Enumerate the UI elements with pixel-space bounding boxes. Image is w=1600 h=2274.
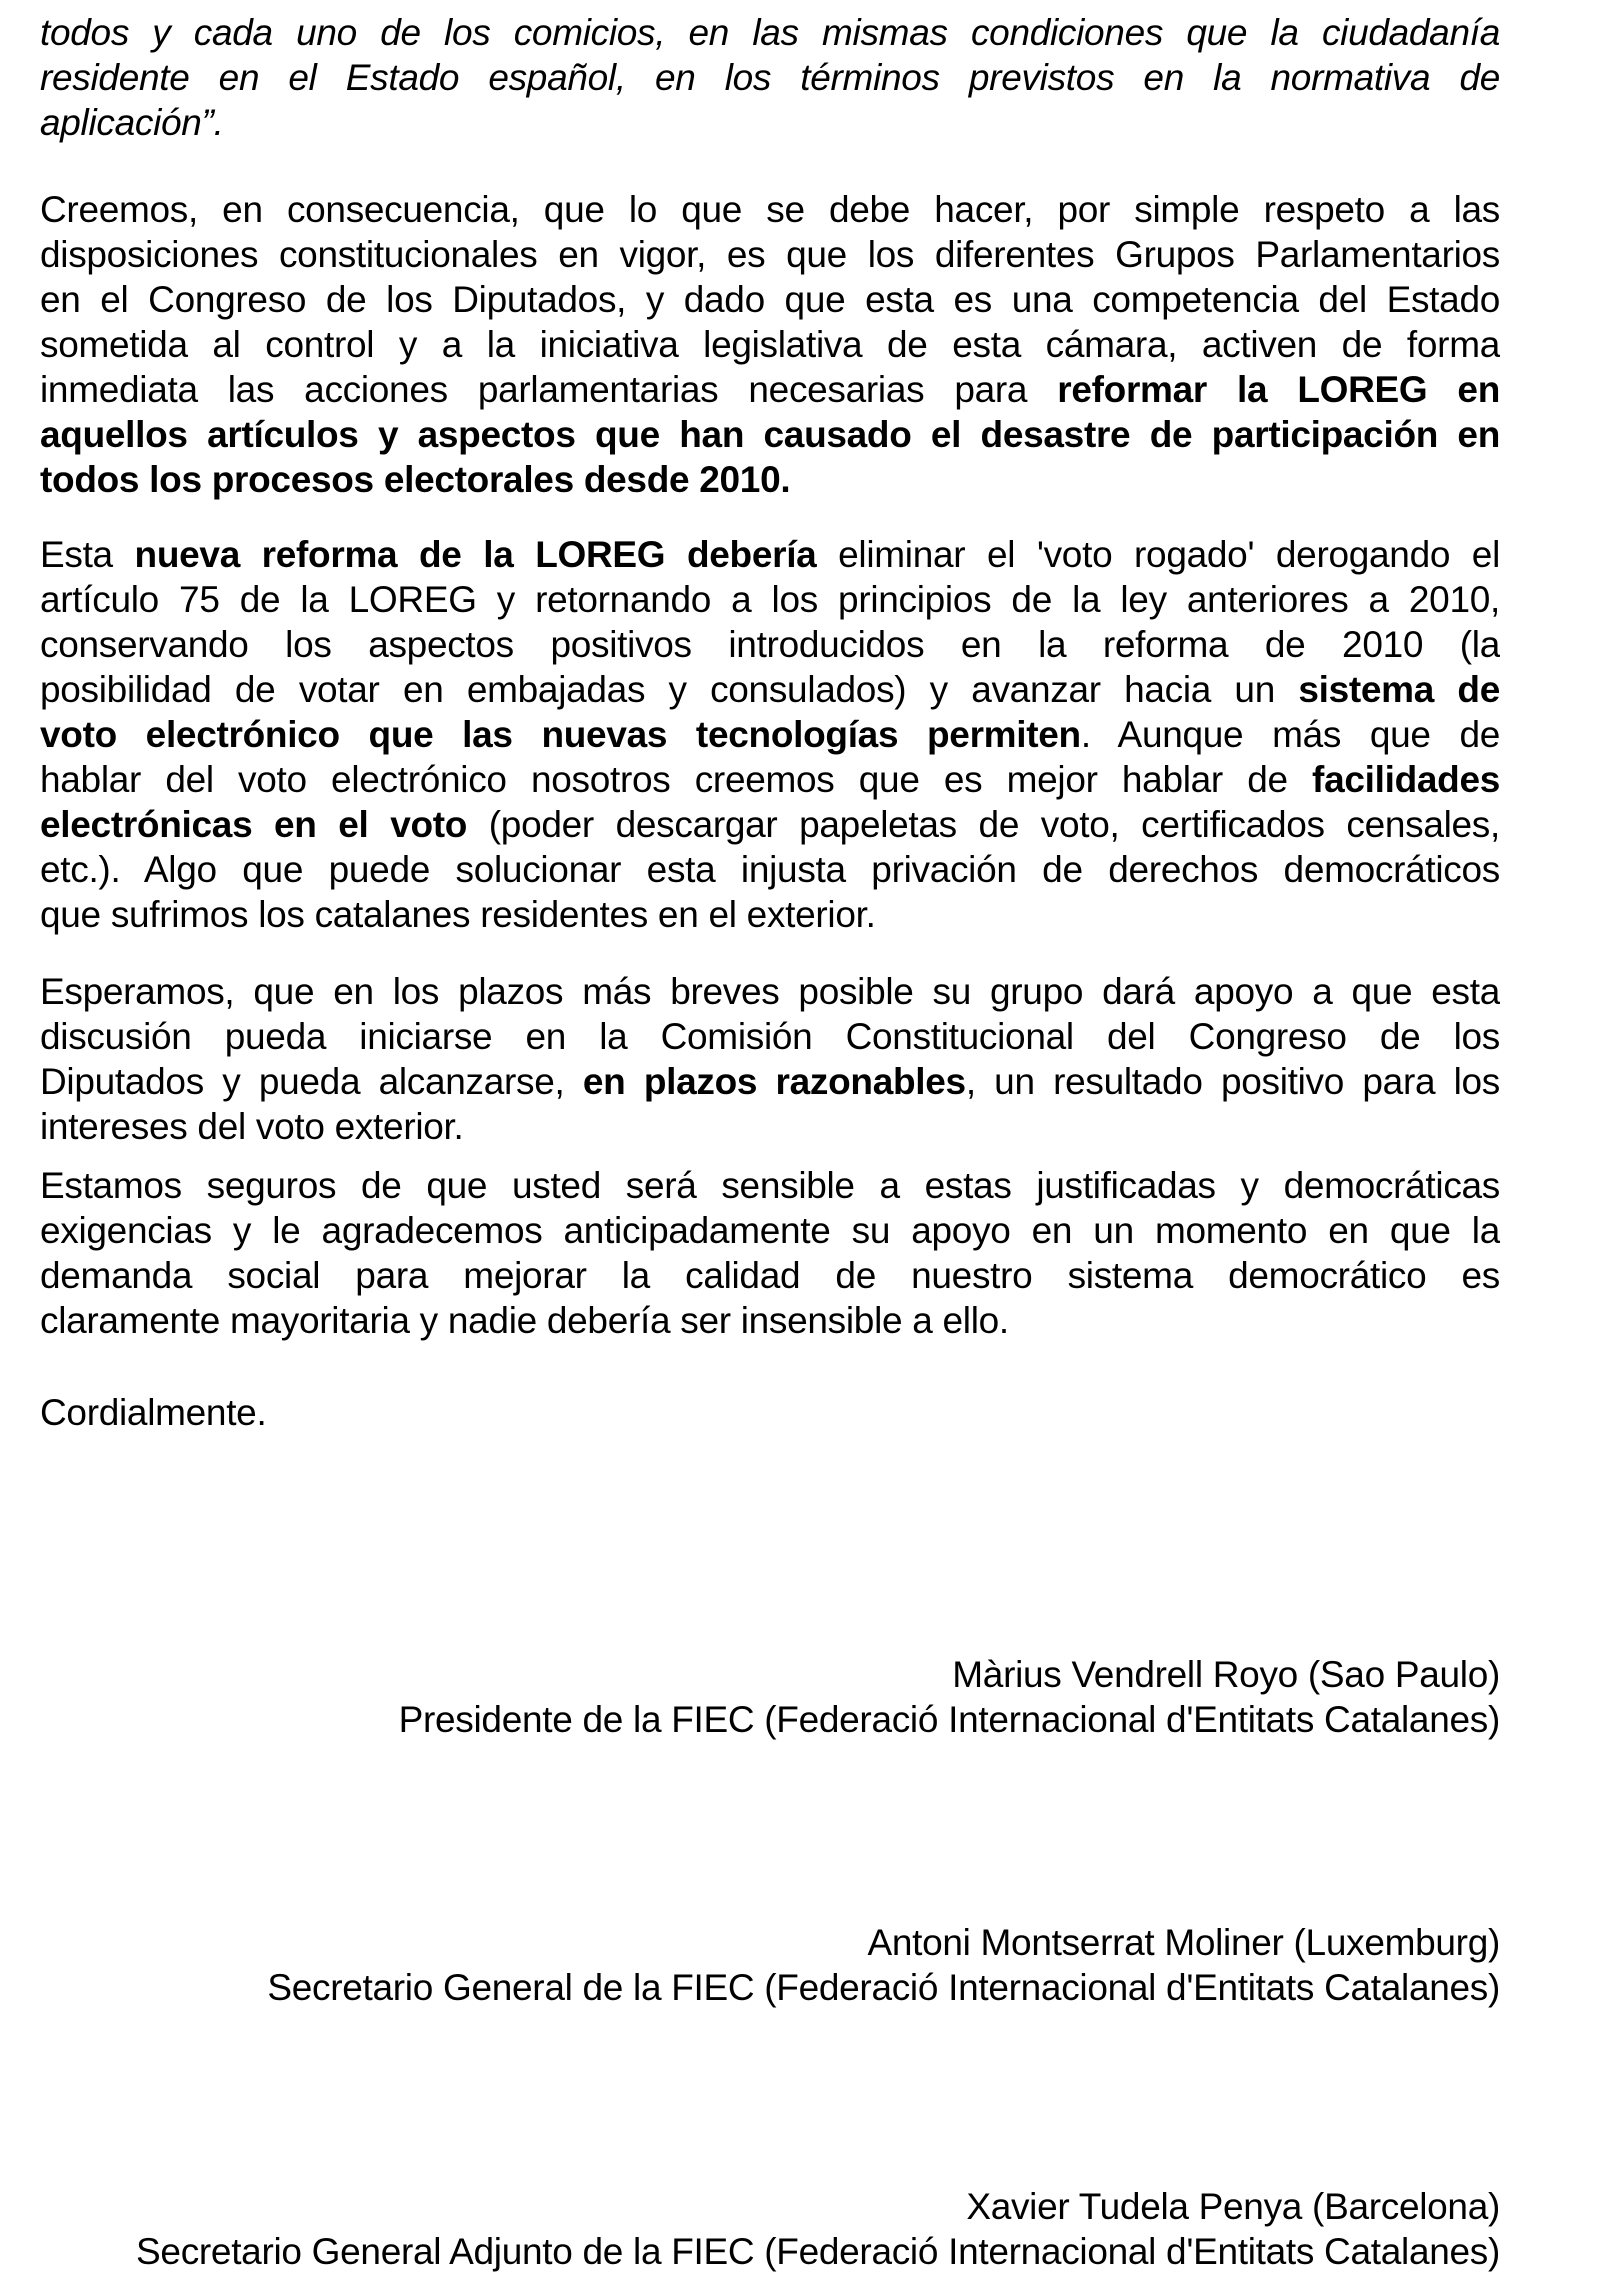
text-line <box>40 412 1500 457</box>
text-segment: Estamos seguros de que usted será sensible a estas justificadas y democráticas <box>40 1165 1500 1206</box>
text-segment: Esperamos, que en los plazos más breves posible su grupo dará apoyo a que esta <box>40 971 1500 1012</box>
text-segment: Diputados y pueda alcanzarse, <box>40 1061 583 1102</box>
bold-text-segment: reformar la LOREG en <box>1057 369 1500 410</box>
text-segment: sometida al control y a la iniciativa legislativa de esta cámara, activen de forma <box>40 324 1500 365</box>
text-line <box>40 1059 1500 1104</box>
bold-text-segment: todos los procesos electorales desde 2010. <box>40 459 791 500</box>
signature-block-1 <box>40 1652 1500 1742</box>
text-line <box>40 712 1500 757</box>
text-segment: discusión pueda iniciarse en la Comisión Constitucional del Congreso de los <box>40 1016 1500 1057</box>
text-segment: exigencias y le agradecemos anticipadamente su apoyo en un momento en que la <box>40 1210 1500 1251</box>
text-line <box>40 969 1500 1014</box>
paragraph-quote <box>40 10 1500 145</box>
letter-body <box>40 10 1500 1343</box>
paragraph-esperamos <box>40 969 1500 1149</box>
bold-text-segment: aquellos artículos y aspectos que han causado el desastre de participación en <box>40 414 1500 455</box>
text-segment: que sufrimos los catalanes residentes en el exterior. <box>40 894 876 935</box>
text-segment: claramente mayoritaria y nadie debería ser insensible a ello. <box>40 1300 1009 1341</box>
text-line <box>40 457 1500 502</box>
text-segment: en el Congreso de los Diputados, y dado que esta es una competencia del Estado <box>40 279 1500 320</box>
text-segment: eliminar el 'voto rogado' derogando el <box>816 534 1500 575</box>
text-line <box>40 232 1500 277</box>
text-segment: intereses del voto exterior. <box>40 1106 464 1147</box>
bold-text-segment: en plazos razonables <box>582 1061 966 1102</box>
text-segment: (poder descargar papeletas de voto, certificados censales, <box>467 804 1500 845</box>
text-line <box>40 367 1500 412</box>
text-line <box>40 1253 1500 1298</box>
text-line <box>40 10 1500 55</box>
text-segment: conservando los aspectos positivos introducidos en la reforma de 2010 (la <box>40 624 1500 665</box>
text-segment: hablar del voto electrónico nosotros creemos que es mejor hablar de <box>40 759 1313 800</box>
text-line <box>40 187 1500 232</box>
text-segment: , un resultado positivo para los <box>965 1061 1500 1102</box>
text-line <box>40 622 1500 667</box>
text-line <box>40 55 1500 100</box>
signatory-name: Antoni Montserrat Moliner (Luxemburg) <box>867 1922 1500 1963</box>
signatory-title: Secretario General Adjunto de la FIEC (Federació Internacional d'Entitats Catalanes) <box>136 2231 1500 2272</box>
text-segment: . Aunque más que de <box>1080 714 1500 755</box>
text-line <box>40 802 1500 847</box>
text-segment: Esta <box>40 534 135 575</box>
paragraph-reforma <box>40 532 1500 937</box>
text-segment: aplicación”. <box>40 102 224 143</box>
text-segment: todos y cada uno de los comicios, en las mismas condiciones que la ciudadanía <box>40 12 1500 53</box>
text-line <box>40 532 1500 577</box>
signatory-title: Presidente de la FIEC (Federació Internacional d'Entitats Catalanes) <box>398 1699 1500 1740</box>
text-line <box>40 667 1500 712</box>
paragraph-creemos <box>40 187 1500 502</box>
text-line <box>40 322 1500 367</box>
text-segment: residente en el Estado español, en los términos previstos en la normativa de <box>40 57 1500 98</box>
signature-block-3 <box>40 2184 1500 2274</box>
text-segment: etc.). Algo que puede solucionar esta injusta privación de derechos democráticos <box>40 849 1500 890</box>
bold-text-segment: facilidades <box>1312 759 1500 800</box>
signature-block-2 <box>40 1920 1500 2010</box>
closing-salutation: Cordialmente. <box>40 1392 267 1433</box>
text-line <box>40 277 1500 322</box>
text-line <box>40 1104 1500 1149</box>
bold-text-segment: electrónicas en el voto <box>40 804 468 845</box>
text-line <box>40 1208 1500 1253</box>
text-line <box>40 577 1500 622</box>
paragraph-estamos <box>40 1163 1500 1343</box>
text-segment: inmediata las acciones parlamentarias necesarias para <box>40 369 1058 410</box>
bold-text-segment: nueva reforma de la LOREG debería <box>134 534 817 575</box>
signatory-name: Màrius Vendrell Royo (Sao Paulo) <box>952 1654 1500 1695</box>
bold-text-segment: sistema de <box>1298 669 1500 710</box>
text-segment: demanda social para mejorar la calidad de nuestro sistema democrático es <box>40 1255 1500 1296</box>
text-line <box>40 1014 1500 1059</box>
signatory-name: Xavier Tudela Penya (Barcelona) <box>966 2186 1500 2227</box>
text-segment: Creemos, en consecuencia, que lo que se debe hacer, por simple respeto a las <box>40 189 1500 230</box>
signatory-title: Secretario General de la FIEC (Federació Internacional d'Entitats Catalanes) <box>267 1967 1500 2008</box>
text-segment: posibilidad de votar en embajadas y consulados) y avanzar hacia un <box>40 669 1299 710</box>
text-line <box>40 1163 1500 1208</box>
text-line <box>40 757 1500 802</box>
text-segment: artículo 75 de la LOREG y retornando a los principios de la ley anteriores a 2010, <box>40 579 1500 620</box>
text-line <box>40 847 1500 892</box>
text-line <box>40 892 1500 937</box>
bold-text-segment: voto electrónico que las nuevas tecnologías permiten <box>40 714 1081 755</box>
text-line <box>40 1298 1500 1343</box>
text-line <box>40 100 1500 145</box>
text-segment: disposiciones constitucionales en vigor, es que los diferentes Grupos Parlamentarios <box>40 234 1500 275</box>
